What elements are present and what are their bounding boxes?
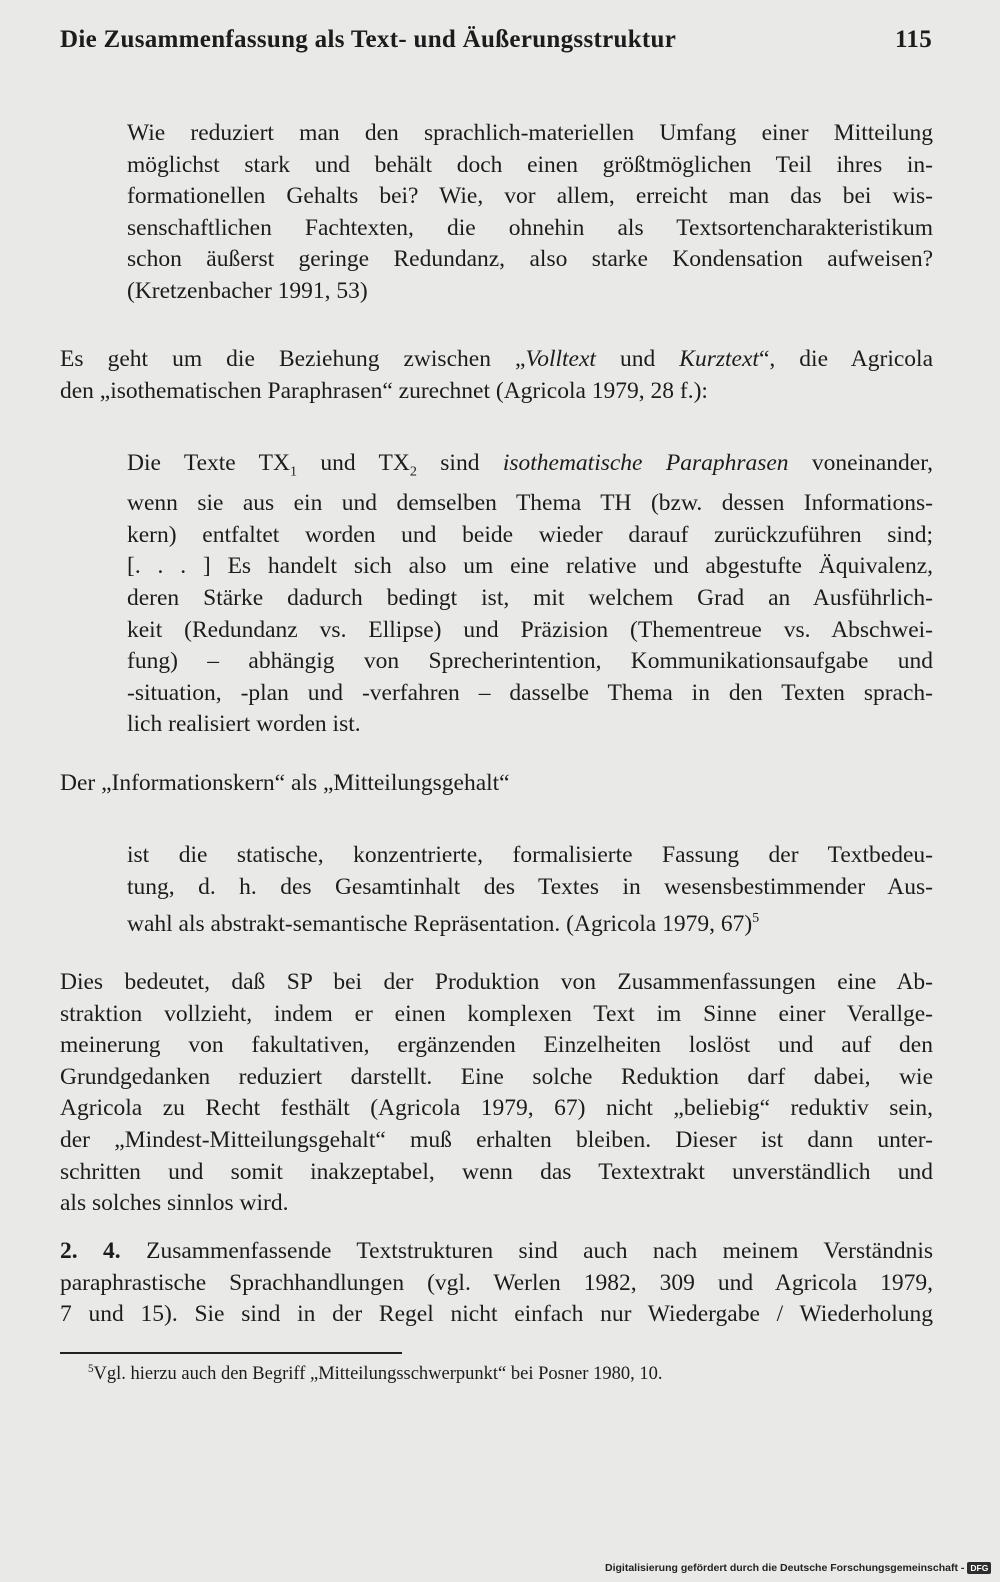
body-line: den „isothematischen Paraphrasen“ zurechnet (Agricola 1979, 28 f.): bbox=[60, 377, 708, 404]
quote-line: (Kretzenbacher 1991, 53) bbox=[127, 277, 368, 304]
quote-line: keit (Redundanz vs. Ellipse) und Präzision (Thementreue vs. Abschwei- bbox=[127, 616, 933, 643]
footnote-reference: 5 bbox=[752, 910, 760, 927]
quote-line: [. . . ] Es handelt sich also um eine relative und abgestufte Äquivalenz, bbox=[127, 553, 933, 580]
body-line: Grundgedanken reduziert darstellt. Eine solche Reduktion darf dabei, wie bbox=[60, 1063, 933, 1090]
quote-line: schon äußerst geringe Redundanz, also starke Kondensation aufweisen? bbox=[127, 246, 933, 273]
footnote-marker: 5 bbox=[88, 1363, 94, 1375]
block-quote-agricola-2 bbox=[127, 840, 933, 941]
credit-text: Digitalisierung gefördert durch die Deutsche Forschungsgemeinschaft - bbox=[605, 1562, 965, 1574]
page-number: 115 bbox=[894, 26, 932, 53]
body-paragraph-2 bbox=[60, 768, 933, 800]
footnote-text: Vgl. hierzu auch den Begriff „Mitteilungsschwerpunkt“ bei Posner 1980, 10. bbox=[93, 1364, 663, 1385]
quote-line: lich realisiert worden ist. bbox=[127, 711, 361, 738]
quote-line: formationellen Gehalts bei? Wie, vor allem, erreicht man das bei wis- bbox=[127, 183, 933, 210]
body-paragraph-1 bbox=[60, 344, 933, 407]
body-line: als solches sinnlos wird. bbox=[60, 1190, 289, 1217]
body-line: straktion vollzieht, indem er einen komplexen Text im Sinne einer Verallge- bbox=[60, 1000, 933, 1027]
body-line: paraphrastische Sprachhandlungen (vgl. Werlen 1982, 309 und Agricola 1979, bbox=[60, 1269, 933, 1296]
quote-line: wenn sie aus ein und demselben Thema TH (bzw. dessen Informations- bbox=[127, 490, 933, 517]
quote-line: -situation, -plan und -verfahren – dasselbe Thema in den Texten sprach- bbox=[127, 679, 933, 706]
body-line: Dies bedeutet, daß SP bei der Produktion von Zusammenfassungen eine Ab- bbox=[60, 969, 933, 995]
running-header bbox=[60, 26, 932, 54]
quote-line: deren Stärke dadurch bedingt ist, mit welchem Grad an Ausführlich- bbox=[127, 585, 933, 612]
block-quote-kretzenbacher bbox=[127, 118, 933, 308]
section-number: 2. 4. bbox=[60, 1238, 121, 1264]
body-line: Der „Informationskern“ als „Mitteilungsgehalt“ bbox=[60, 770, 510, 796]
body-line: 2. 4. Zusammenfassende Textstrukturen sind auch nach meinem Verständnis bbox=[60, 1238, 934, 1264]
body-line: schritten und somit inakzeptabel, wenn das Textextrakt unverständlich und bbox=[60, 1158, 933, 1185]
quote-line: möglichst stark und behält doch einen größtmöglichen Teil ihres in- bbox=[127, 151, 933, 178]
quote-line: kern) entfaltet worden und beide wieder darauf zurückzuführen sind; bbox=[127, 521, 933, 548]
header-title: Die Zusammenfassung als Text- und Äußerungsstruktur bbox=[60, 26, 677, 53]
body-line: Agricola zu Recht festhält (Agricola 1979, 67) nicht „beliebig“ reduktiv sein, bbox=[60, 1095, 933, 1122]
body-line: Es geht um die Beziehung zwischen „Volltext und Kurztext“, die Agricola bbox=[60, 346, 933, 372]
dfg-logo: DFG bbox=[967, 1562, 991, 1574]
quote-line: ist die statische, konzentrierte, formalisierte Fassung der Textbedeu- bbox=[127, 842, 933, 868]
quote-line: fung) – abhängig von Sprecherintention, Kommunikationsaufgabe und bbox=[127, 648, 933, 675]
body-line: der „Mindest-Mitteilungsgehalt“ muß erhalten bleiben. Dieser ist dann unter- bbox=[60, 1126, 933, 1153]
footnote-divider bbox=[60, 1352, 402, 1354]
body-paragraph-3 bbox=[60, 967, 933, 1220]
block-quote-agricola-1 bbox=[127, 448, 933, 741]
quote-line: tung, d. h. des Gesamtinhalt des Textes in wesensbestimmender Aus- bbox=[127, 873, 933, 900]
quote-line: Die Texte $TX_1$ und $TX_2$ sind isothematische Paraphrasen voneinander, bbox=[127, 450, 933, 480]
footnote bbox=[88, 1356, 888, 1387]
body-paragraph-section-2-4 bbox=[60, 1236, 933, 1331]
digitization-credit bbox=[605, 1562, 991, 1574]
body-line: 7 und 15). Sie sind in der Regel nicht einfach nur Wiedergabe / Wiederholung bbox=[60, 1301, 933, 1328]
body-line: meinerung von fakultativen, ergänzenden Einzelheiten loslöst und auf den bbox=[60, 1032, 933, 1059]
quote-line: Wie reduziert man den sprachlich-materiellen Umfang einer Mitteilung bbox=[127, 120, 933, 146]
quote-line: wahl als abstrakt-semantische Repräsentation. (Agricola 1979, 67)$^5$ bbox=[127, 910, 760, 938]
quote-line: senschaftlichen Fachtexten, die ohnehin als Textsortencharakteristikum bbox=[127, 214, 933, 241]
